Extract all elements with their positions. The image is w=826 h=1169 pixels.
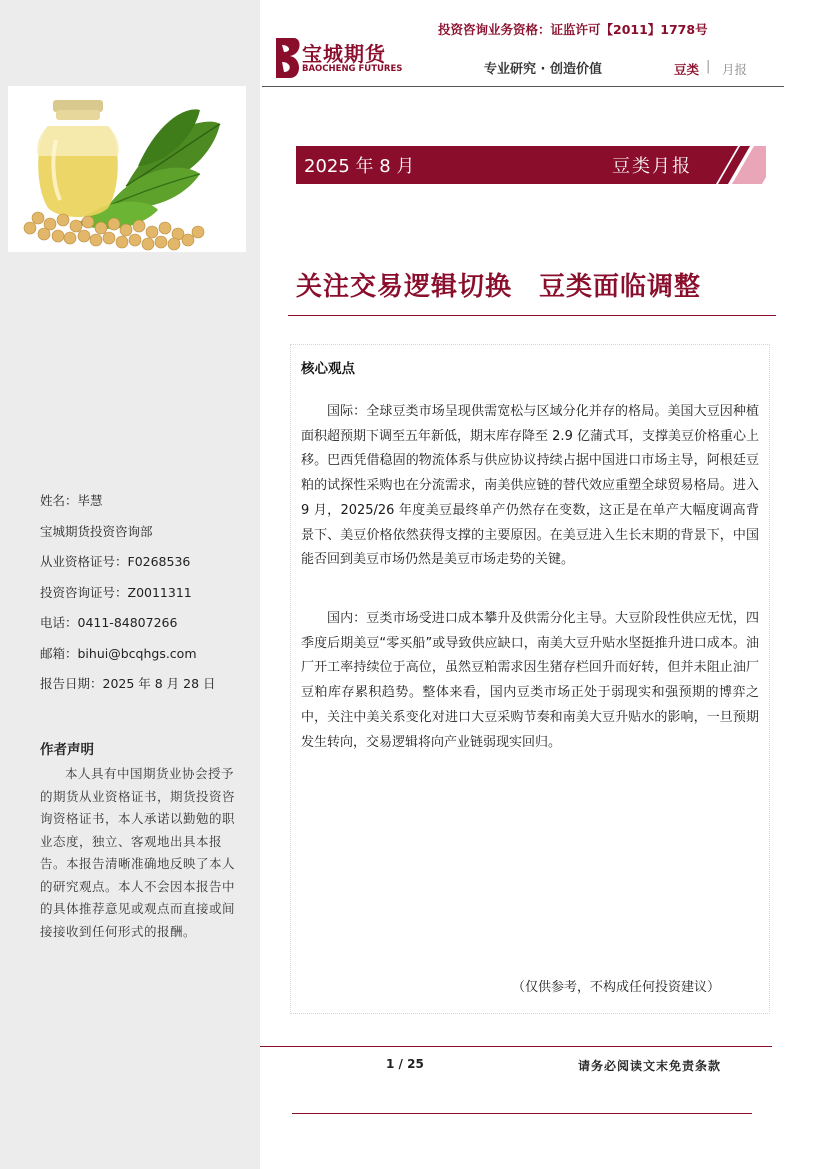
disclaimer: （仅供参考，不构成任何投资建议） [512,980,721,995]
header-divider [262,86,784,87]
author-info [40,486,250,700]
banner-report-type: 豆类月报 [612,156,692,177]
slogan: 专业研究 · 创造价值 [484,62,602,77]
author-name: 姓名：毕慧 [40,493,103,508]
section-title: 核心观点 [301,361,355,377]
logo-chinese-name: 宝城期货 [302,42,386,66]
report-title: 关注交易逻辑切换 豆类面临调整 [296,272,702,302]
category-active: 豆类 [674,62,700,77]
author-consult-license: 投资咨询证号：Z0011311 [40,584,192,600]
logo-english-name: BAOCHENG FUTURES [302,64,403,74]
footer-divider-top [260,1046,772,1047]
declaration-title: 作者声明 [40,742,94,758]
international-paragraph: 国际：全球豆类市场呈现供需宽松与区域分化并存的格局。美国大豆因种植面积超预期下调至五年新低，期末库存降至 2.9 亿蒲式耳，支撑美豆价格重心上移。巴西凭借稳固的物流体系与供应协议持续占据中国进口市场主导，阿根廷豆粕的试探性采购也在分流需求，南美供应链的替代效应重塑全球贸易格局。进入 9 月，2025/26 年度美豆最终单产仍然存在变数，这正是在单产大幅度调高背景下、美豆价格依然获得支撑的主要原因。在美豆进入生长末期的背景下，中国能否回到美豆市场仍然是美豆市场走势的关键。 [301,404,759,568]
report-date: 报告日期：2025 年 8 月 28 日 [40,676,216,691]
page-number: 1 / 25 [386,1057,424,1071]
category-separator: | [706,59,711,74]
footer-note: 请务必阅读文末免责条款 [578,1059,722,1073]
author-license: 从业资格证号：F0268536 [40,554,191,569]
qualification-text: 投资咨询业务资格：证监许可【2011】1778号 [438,22,708,37]
author-email[interactable]: 邮箱：bihui@bcqhgs.com [40,645,197,661]
soybean-oil-jar-image [8,86,246,252]
domestic-paragraph: 国内：豆类市场受进口成本攀升及供需分化主导。大豆阶段性供应无忧，四季度后期美豆“零买船”或导致供应缺口，南美大豆升贴水坚挺推升进口成本。油厂开工率持续位于高位，虽然豆粕需求因生猪存栏回升而好转，但并未阻止油厂豆粕库存累积趋势。整体来看，国内豆类市场正处于弱现实和强预期的博弈之中，关注中美关系变化对进口大豆采购节奏和南美大豆升贴水的影响，一旦预期发生转向，交易逻辑将向产业链弱现实回归。 [301,611,759,750]
category-other: 月报 [722,62,748,77]
footer-divider-bottom [292,1113,752,1114]
banner-date: 2025 年 8 月 [304,156,415,177]
author-phone: 电话：0411-84807266 [40,615,178,630]
declaration-body: 本人具有中国期货业协会授予的期货从业资格证书，期货投资咨询资格证书，本人承诺以勤勉的职业态度，独立、客观地出具本报告。本报告清晰准确地反映了本人的研究观点。本人不会因本报告中的具体推荐意见或观点而直接或间接接收到任何形式的报酬。 [40,766,236,939]
author-department: 宝城期货投资咨询部 [40,523,153,539]
title-divider [288,315,776,316]
